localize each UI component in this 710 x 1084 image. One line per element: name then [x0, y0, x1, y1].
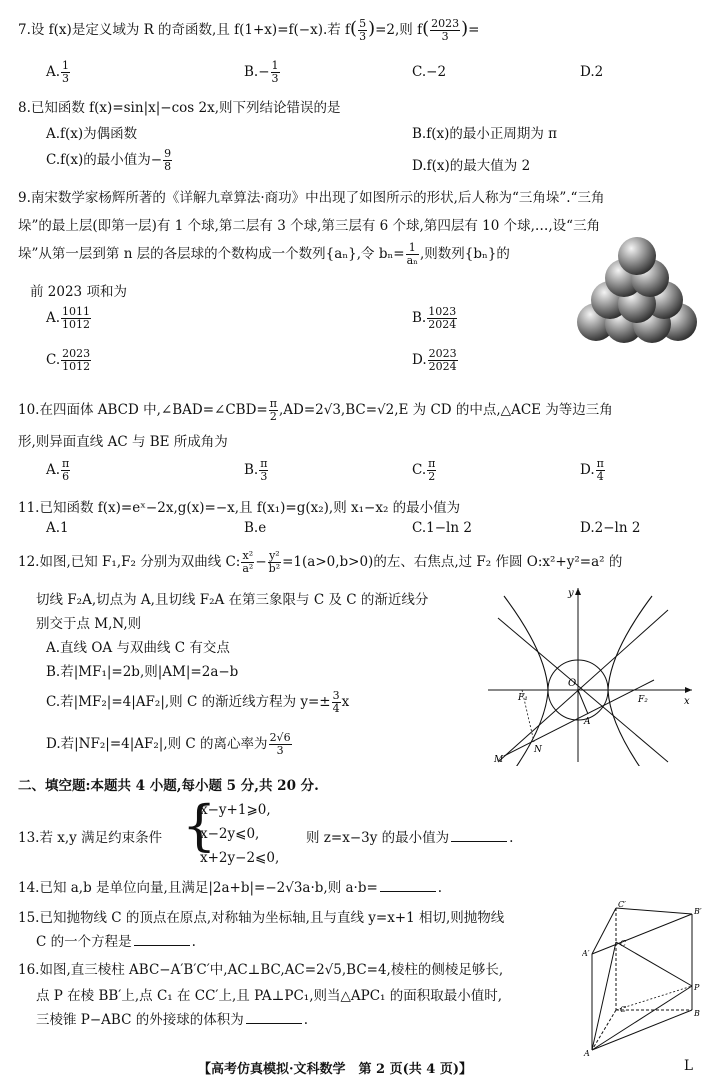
q7-option-c: C.−2 — [412, 64, 447, 80]
label-a: A — [584, 1049, 590, 1058]
label-a-prime: A′ — [582, 949, 590, 958]
q9-option-d: D. $\frac{2023}{2024}$ — [412, 347, 457, 373]
label-f2: F₂ — [638, 695, 648, 705]
question-9-line-3: 垛”从第一层到第 n 层的各层球的个数构成一个数列{aₙ},令 bₙ= $\frac{1}{\text{aₙ}}$ ,则数列{bₙ}的 — [18, 241, 510, 267]
sphere-stack-figure — [574, 234, 700, 344]
label-y: y — [568, 588, 574, 599]
q10-option-d: D. $\frac{\pi}{4}$ — [580, 457, 604, 483]
q12-option-a: A.直线 OA 与双曲线 C 有交点 — [46, 640, 230, 656]
label-c: C — [620, 1005, 627, 1014]
q7-option-b: B.− $\frac{1}{3}$ — [244, 59, 279, 85]
edge — [592, 908, 616, 954]
q10-option-a: A. $\frac{\pi}{6}$ — [46, 457, 70, 483]
question-10-line-2: 形,则异面直线 AC 与 BE 所成角为 — [18, 434, 228, 450]
label-f1: F₁ — [518, 693, 528, 703]
label-n: N — [534, 745, 542, 755]
question-7-stem: 7.设 f(x)是定义域为 R 的奇函数,且 f(1+x)=f(−x).若 f( $\frac{5}{3}$ )=2,则 f( $\frac{2023}{3}$ )= — [18, 17, 480, 43]
constraint-3: x+2y−2⩽0, — [200, 850, 280, 866]
edge — [592, 914, 692, 954]
question-9-line-1: 9.南宋数学家杨辉所著的《详解九章算法·商功》中出现了如图所示的形状,后人称为“三角垛”.“三角 — [18, 190, 605, 206]
q8-option-a: A.f(x)为偶函数 — [46, 126, 138, 142]
q9-option-c: C. $\frac{2023}{1012}$ — [46, 347, 91, 373]
label-c1: C — [620, 939, 627, 948]
label-b: B — [694, 1009, 700, 1018]
answer-blank-15[interactable] — [134, 945, 190, 946]
question-12-line-2: 切线 F₂A,切点为 A,且切线 F₂A 在第三象限与 C 及 C 的渐近线分 — [36, 592, 429, 608]
sphere — [618, 237, 656, 275]
hyperbola-figure — [484, 582, 698, 766]
question-8-stem: 8.已知函数 f(x)=sin|x|−cos 2x,则下列结论错误的是 — [18, 100, 341, 116]
label-m: M — [494, 755, 504, 765]
q12-option-d: D.若|NF₂|=4|AF₂|,则 C 的离心率为 $\frac{2√6}{3}$ — [46, 731, 291, 757]
q9-option-a: A. $\frac{1011}{1012}$ — [46, 305, 91, 331]
q8-option-d: D.f(x)的最大值为 2 — [412, 158, 531, 174]
edge — [592, 1010, 692, 1050]
question-15-line-2: C 的一个方程是 . — [36, 934, 196, 950]
constraint-brace: { — [182, 794, 217, 857]
question-14: 14.已知 a,b 是单位向量,且满足|2a+b|=−2√3a·b,则 a·b= . — [18, 880, 443, 896]
q11-option-d: D.2−ln 2 — [580, 520, 641, 536]
constraint-2: x−2y⩽0, — [200, 826, 260, 842]
answer-blank-16[interactable] — [246, 1023, 302, 1024]
q9-option-b: B. $\frac{1023}{2024}$ — [412, 305, 457, 331]
q10-option-c: C. $\frac{\pi}{2}$ — [412, 457, 436, 483]
page-footer: 【高考仿真模拟·文科数学 第 2 页(共 4 页)】 — [198, 1062, 473, 1077]
segment-ac1 — [592, 942, 616, 1050]
q7-frac-2: $\frac{2023}{3}$ — [431, 17, 460, 43]
question-12-line-1: 12.如图,已知 F₁,F₂ 分别为双曲线 C: $\frac{\text{x²}}{\text{a²}}$ − $\frac{\text{y²}}{\text{b²}}$ =1(a>0,b>0)的左、右焦点,过 F₂ 作圆 O:x²+y²=a² 的 — [18, 549, 623, 575]
x-axis-arrow — [685, 687, 692, 693]
q10-option-b: B. $\frac{\pi}{3}$ — [244, 457, 268, 483]
segment-cp — [616, 986, 692, 1010]
q7-frac-1: $\frac{5}{3}$ — [359, 17, 367, 43]
hyperbola-right-branch — [608, 596, 652, 766]
label-a: A — [584, 717, 591, 727]
constraint-1: x−y+1⩾0, — [200, 802, 271, 818]
label-x: x — [684, 696, 690, 707]
page-footer-letter: L — [684, 1058, 693, 1074]
q11-option-b: B.e — [244, 520, 267, 536]
answer-blank-13[interactable] — [451, 841, 507, 842]
prism-figure — [582, 898, 704, 1058]
question-11-stem: 11.已知函数 f(x)=eˣ−2x,g(x)=−x,且 f(x₁)=g(x₂),则 x₁−x₂ 的最小值为 — [18, 500, 461, 516]
label-p: P — [694, 983, 700, 992]
segment-c1p — [616, 942, 692, 986]
question-13-ask: 则 z=x−3y 的最小值为 . — [306, 830, 514, 846]
q7-option-a: A. $\frac{1}{3}$ — [46, 59, 70, 85]
question-15-line-1: 15.已知抛物线 C 的顶点在原点,对称轴为坐标轴,且与直线 y=x+1 相切,则抛物线 — [18, 910, 505, 926]
q7-text-b: =2,则 f — [375, 22, 423, 38]
question-16-line-1: 16.如图,直三棱柱 ABC−A′B′C′中,AC⊥BC,AC=2√5,BC=4,棱柱的侧棱足够长, — [18, 962, 504, 978]
q12-option-c: C.若|MF₂|=4|AF₂|,则 C 的渐近线方程为 y=± $\frac{3}{4}$ x — [46, 689, 350, 715]
question-9-line-4: 前 2023 项和为 — [30, 284, 127, 300]
q7-text-a: 7.设 f(x)是定义域为 R 的奇函数,且 f(1+x)=f(−x).若 f — [18, 22, 351, 38]
q11-option-c: C.1−ln 2 — [412, 520, 472, 536]
q11-option-a: A.1 — [46, 520, 69, 536]
y-axis-arrow — [575, 588, 581, 595]
edge-hidden — [592, 1010, 616, 1050]
q7-text-c: = — [468, 22, 480, 38]
q12-option-b: B.若|MF₁|=2b,则|AM|=2a−b — [46, 664, 239, 680]
hyperbola-left-branch — [504, 596, 548, 766]
label-o: O — [568, 678, 577, 689]
question-10-line-1: 10.在四面体 ABCD 中,∠BAD=∠CBD= $\frac{\pi}{2}$ ,AD=2√3,BC=√2,E 为 CD 的中点,△ACE 为等边三角 — [18, 397, 613, 423]
question-12-line-3: 别交于点 M,N,则 — [36, 616, 142, 632]
q8-option-b: B.f(x)的最小正周期为 π — [412, 126, 558, 142]
question-13-prefix: 13.若 x,y 满足约束条件 — [18, 830, 163, 846]
segment-ap — [592, 986, 692, 1050]
question-16-line-2: 点 P 在棱 BB′上,点 C₁ 在 CC′上,且 PA⊥PC₁,则当△APC₁ 的面积取最小值时, — [36, 988, 503, 1004]
question-16-line-3: 三棱锥 P−ABC 的外接球的体积为 . — [36, 1012, 309, 1028]
label-c-prime: C′ — [618, 900, 626, 909]
q7-option-d: D.2 — [580, 64, 604, 80]
question-9-line-2: 垛”的最上层(即第一层)有 1 个球,第二层有 3 个球,第三层有 6 个球,第四层有 10 个球,…,设“三角 — [18, 218, 601, 234]
section-2-title: 二、填空题:本题共 4 小题,每小题 5 分,共 20 分. — [18, 778, 319, 794]
edge — [616, 908, 692, 914]
answer-blank-14[interactable] — [380, 891, 436, 892]
q8-option-c: C.f(x)的最小值为− $\frac{9}{8}$ — [46, 147, 172, 173]
label-b-prime: B′ — [694, 907, 702, 916]
